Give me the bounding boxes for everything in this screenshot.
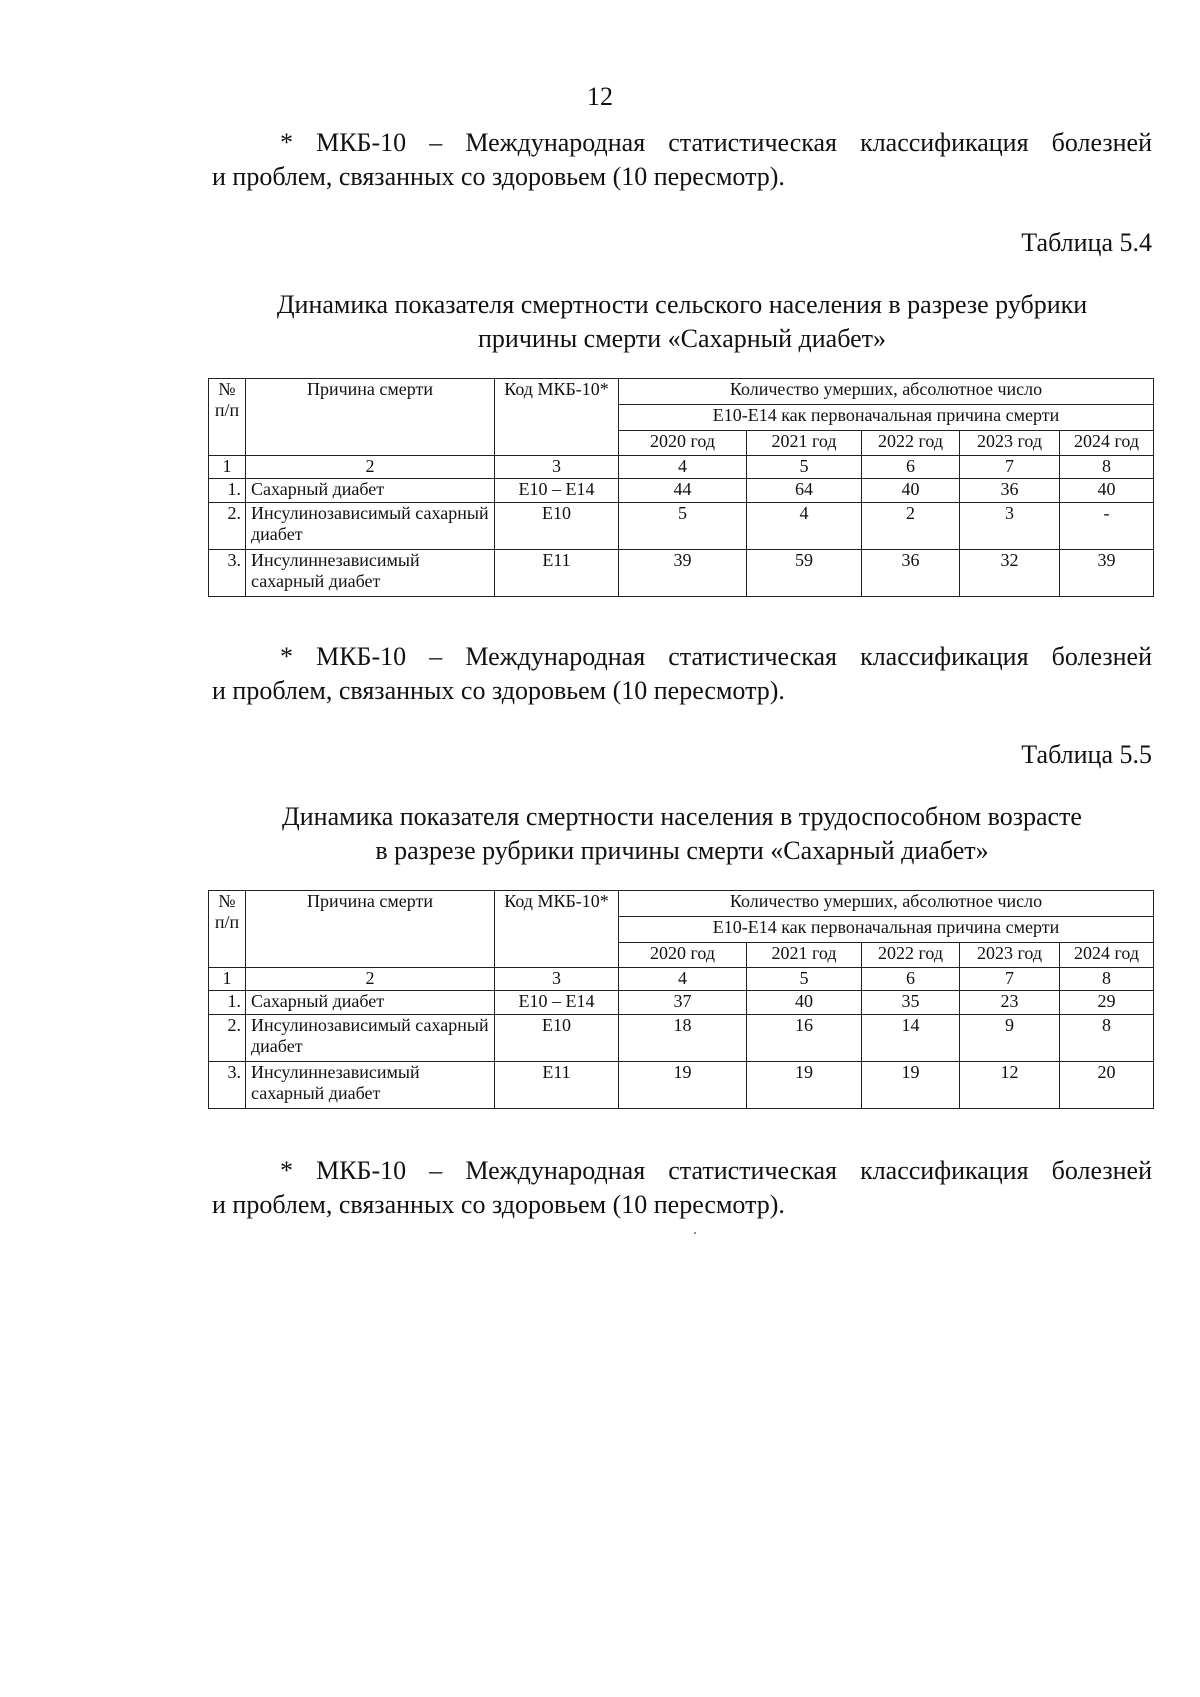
row-num: 1. <box>209 479 246 503</box>
header-subcount: Е10-Е14 как первоначальная причина смерти <box>619 917 1154 943</box>
footnote-line1: * МКБ-10 – Международная статистическая классификация болезней <box>280 1156 1152 1185</box>
col-number: 7 <box>960 968 1060 991</box>
col-number: 3 <box>495 968 619 991</box>
header-cause: Причина смерти <box>246 891 495 968</box>
row-value: 23 <box>960 991 1060 1015</box>
header-count: Количество умерших, абсолютное число <box>619 379 1154 405</box>
row-num: 2. <box>209 503 246 550</box>
footnote-line1: * МКБ-10 – Международная статистическая классификация болезней <box>280 642 1152 671</box>
header-num: № п/п <box>209 379 246 456</box>
table-row <box>209 1015 1154 1062</box>
table-title <box>212 288 1152 356</box>
table-title-line2: причины смерти «Сахарный диабет» <box>477 324 886 353</box>
row-value: 29 <box>1060 991 1154 1015</box>
header-year: 2024 год <box>1060 431 1154 456</box>
row-value: 36 <box>862 550 960 597</box>
col-number: 8 <box>1060 968 1154 991</box>
row-cause: Сахарный диабет <box>246 991 495 1015</box>
footnote-middle <box>212 640 1152 708</box>
row-value: 40 <box>747 991 862 1015</box>
row-value: 59 <box>747 550 862 597</box>
header-year: 2020 год <box>619 431 747 456</box>
col-number: 1 <box>209 968 246 991</box>
row-num: 1. <box>209 991 246 1015</box>
header-code: Код МКБ-10* <box>495 891 619 968</box>
row-value: 32 <box>960 550 1060 597</box>
col-number: 8 <box>1060 456 1154 479</box>
table-label: Таблица 5.4 <box>1021 228 1152 257</box>
col-number: 6 <box>862 456 960 479</box>
page-number: 12 <box>587 82 613 111</box>
row-value: 20 <box>1060 1062 1154 1109</box>
header-year: 2022 год <box>862 431 960 456</box>
scan-speck <box>694 1232 696 1234</box>
row-value: 36 <box>960 479 1060 503</box>
footnote-line2: и проблем, связанных со здоровьем (10 пересмотр). <box>212 162 785 191</box>
row-value: - <box>1060 503 1154 550</box>
col-number: 4 <box>619 456 747 479</box>
row-code: Е10 <box>495 503 619 550</box>
header-code: Код МКБ-10* <box>495 379 619 456</box>
row-value: 64 <box>747 479 862 503</box>
footnote-line2: и проблем, связанных со здоровьем (10 пересмотр). <box>212 1190 785 1219</box>
table-title-line1: Динамика показателя смертности сельского населения в разрезе рубрики <box>276 290 1088 319</box>
table-row <box>209 479 1154 503</box>
footnote-top <box>212 126 1152 194</box>
col-number: 2 <box>246 968 495 991</box>
table-title <box>212 800 1152 868</box>
row-code: Е11 <box>495 1062 619 1109</box>
row-value: 5 <box>619 503 747 550</box>
row-value: 40 <box>1060 479 1154 503</box>
col-number: 4 <box>619 968 747 991</box>
table-row <box>209 991 1154 1015</box>
row-value: 9 <box>960 1015 1060 1062</box>
row-value: 44 <box>619 479 747 503</box>
row-value: 37 <box>619 991 747 1015</box>
row-code: Е10 – Е14 <box>495 991 619 1015</box>
row-value: 16 <box>747 1015 862 1062</box>
row-value: 18 <box>619 1015 747 1062</box>
table-row <box>209 550 1154 597</box>
row-value: 19 <box>862 1062 960 1109</box>
header-num: № п/п <box>209 891 246 968</box>
row-cause: Инсулинозависимый сахарный диабет <box>246 503 495 550</box>
row-value: 14 <box>862 1015 960 1062</box>
row-value: 3 <box>960 503 1060 550</box>
col-number: 6 <box>862 968 960 991</box>
header-subcount: Е10-Е14 как первоначальная причина смерти <box>619 405 1154 431</box>
col-number: 2 <box>246 456 495 479</box>
header-year: 2023 год <box>960 431 1060 456</box>
row-value: 39 <box>619 550 747 597</box>
header-cause: Причина смерти <box>246 379 495 456</box>
col-number: 1 <box>209 456 246 479</box>
row-value: 2 <box>862 503 960 550</box>
col-number: 3 <box>495 456 619 479</box>
col-number: 5 <box>747 968 862 991</box>
row-code: Е10 – Е14 <box>495 479 619 503</box>
table-title-line2: в разрезе рубрики причины смерти «Сахарный диабет» <box>375 836 989 865</box>
row-cause: Сахарный диабет <box>246 479 495 503</box>
table-title-line1: Динамика показателя смертности населения в трудоспособном возрасте <box>282 802 1082 831</box>
table-row <box>209 1062 1154 1109</box>
header-year: 2022 год <box>862 943 960 968</box>
row-cause: Инсулиннезависимый сахарный диабет <box>246 550 495 597</box>
row-cause: Инсулинозависимый сахарный диабет <box>246 1015 495 1062</box>
row-value: 19 <box>747 1062 862 1109</box>
row-num: 3. <box>209 1062 246 1109</box>
header-year: 2020 год <box>619 943 747 968</box>
row-value: 4 <box>747 503 862 550</box>
row-code: Е11 <box>495 550 619 597</box>
col-number: 5 <box>747 456 862 479</box>
row-num: 2. <box>209 1015 246 1062</box>
table-row <box>209 503 1154 550</box>
row-value: 19 <box>619 1062 747 1109</box>
footnote-line2: и проблем, связанных со здоровьем (10 пересмотр). <box>212 676 785 705</box>
row-value: 8 <box>1060 1015 1154 1062</box>
row-cause: Инсулиннезависимый сахарный диабет <box>246 1062 495 1109</box>
col-number: 7 <box>960 456 1060 479</box>
row-code: Е10 <box>495 1015 619 1062</box>
footnote-bottom <box>212 1154 1152 1222</box>
header-year: 2021 год <box>747 943 862 968</box>
row-num: 3. <box>209 550 246 597</box>
data-table <box>208 378 1154 597</box>
footnote-line1: * МКБ-10 – Международная статистическая классификация болезней <box>280 128 1152 157</box>
row-value: 40 <box>862 479 960 503</box>
header-count: Количество умерших, абсолютное число <box>619 891 1154 917</box>
row-value: 12 <box>960 1062 1060 1109</box>
header-year: 2024 год <box>1060 943 1154 968</box>
row-value: 39 <box>1060 550 1154 597</box>
header-year: 2021 год <box>747 431 862 456</box>
header-year: 2023 год <box>960 943 1060 968</box>
data-table <box>208 890 1154 1109</box>
table-label: Таблица 5.5 <box>1021 740 1152 769</box>
row-value: 35 <box>862 991 960 1015</box>
